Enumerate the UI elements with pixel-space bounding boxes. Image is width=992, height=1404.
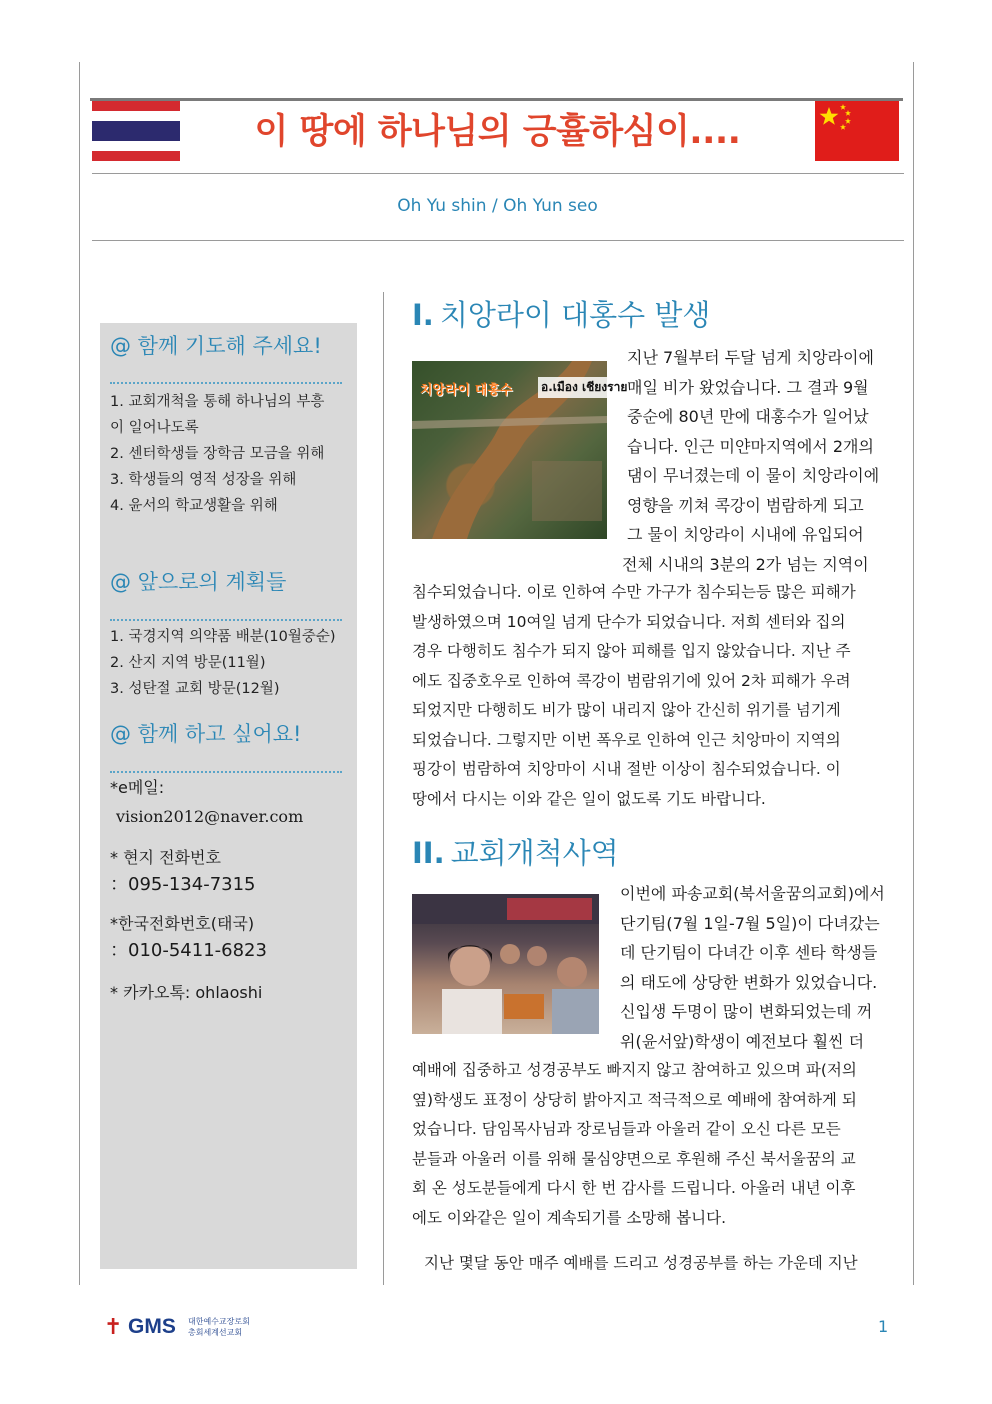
section-2-number: II.	[412, 836, 445, 870]
text-line: 전체 시내의 3분의 2가 넘는 지역이	[622, 554, 869, 574]
column-divider	[383, 292, 384, 1285]
plans-heading: @ 앞으로의 계획들	[110, 570, 287, 594]
text-line: 땅에서 다시는 이와 같은 일이 없도록 기도 바랍니다.	[412, 789, 766, 808]
text-line: 이번에 파송교회(북서울꿈의교회)에서	[620, 884, 885, 903]
email-link[interactable]: vision2012@naver.com	[116, 807, 304, 826]
students-photo-shapes	[412, 894, 599, 1034]
section-2-title	[412, 833, 619, 873]
section-2-last-line: 지난 몇달 동안 매주 예배를 드리고 성경공부를 하는 가운데 지난	[424, 1254, 858, 1272]
text-line: 단기팀(7월 1일-7월 5일)이 다녀갔는	[620, 913, 880, 933]
section-1-wrapped-text	[622, 343, 880, 579]
korea-phone-label: *한국전화번호(태국)	[110, 914, 255, 933]
text-line: 분들과 아울러 이를 위해 물심양면으로 후원해 주신 북서울꿈의 교	[412, 1149, 856, 1168]
text-line: 중순에 80년 만에 대홍수가 일어났	[627, 407, 869, 426]
gms-logo-text: GMS	[128, 1315, 176, 1338]
text-line: 경우 다행히도 침수가 되지 않아 피해를 입지 않았습니다. 지난 주	[412, 642, 851, 660]
text-line: 침수되었습니다. 이로 인하여 수만 가구가 침수되는등 많은 피해가	[412, 583, 856, 601]
text-line: 영향을 끼쳐 콕강이 범람하게 되고	[627, 495, 864, 515]
text-line: 습니다. 인근 미얀마지역에서 2개의	[627, 436, 874, 456]
students-group-photo	[412, 894, 599, 1034]
text-line: 매일 비가 왔었습니다. 그 결과 9월	[627, 377, 869, 397]
thailand-flag-icon	[92, 101, 180, 161]
prayer-item: 1. 교회개척을 통해 하나님의 부흥	[110, 394, 325, 410]
text-line: 의 태도에 상당한 변화가 있었습니다.	[620, 972, 878, 992]
section-1-full-text	[412, 578, 856, 814]
plan-item: 2. 산지 지역 방문(11월)	[110, 655, 266, 671]
right-page-border	[913, 62, 914, 1285]
prayer-list	[110, 389, 350, 519]
prayer-item: 4. 윤서의 학교생활을 위해	[110, 498, 278, 514]
text-line: 데 단기팀이 다녀간 이후 센타 학생들	[620, 943, 878, 962]
text-line: 에도 집중호우로 인하여 콕강이 범람위기에 있어 2차 피해가 우려	[412, 671, 851, 690]
text-line: 위(윤서앞)학생이 예전보다 훨씬 더	[620, 1031, 865, 1051]
china-flag-icon	[815, 101, 899, 161]
photo-caption-korean: 치앙라이 대홍수	[420, 383, 513, 398]
prayer-item: 3. 학생들의 영적 성장을 위해	[110, 472, 297, 488]
header-divider-bottom	[92, 240, 904, 241]
text-line: 신입생 두명이 많이 변화되었는데 꺼	[620, 1002, 873, 1021]
section-2-wrapped-text	[620, 879, 885, 1056]
section-1-number: I.	[412, 298, 434, 332]
gms-subtitle-line: 총회세계선교회	[188, 1328, 243, 1337]
page-number: 1	[878, 1317, 889, 1336]
prayer-heading: @ 함께 기도해 주세요!	[110, 334, 322, 358]
left-page-border	[79, 62, 80, 1285]
photo-caption-thai: อ.เมือง เชียงราย	[538, 377, 630, 398]
plan-item: 1. 국경지역 의약품 배분(10월중순)	[110, 629, 336, 645]
text-line: 지난 7월부터 두달 넘게 치앙라이에	[627, 348, 874, 367]
plans-list	[110, 624, 350, 702]
prayer-divider	[110, 382, 342, 384]
section-1-heading: 치앙라이 대홍수 발생	[439, 298, 711, 332]
plan-item: 3. 성탄절 교회 방문(12월)	[110, 681, 280, 697]
text-line: 그 물이 치앙라이 시내에 유입되어	[627, 525, 864, 544]
cross-icon: ✝	[104, 1315, 123, 1340]
text-line: 회 온 성도분들에게 다시 한 번 감사를 드립니다. 아울러 내년 이후	[412, 1179, 856, 1197]
email-label: *e메일:	[110, 778, 165, 797]
local-phone-label: * 현지 전화번호	[110, 848, 221, 867]
text-line: 되었습니다. 그렇지만 이번 폭우로 인하여 인근 치앙마이 지역의	[412, 730, 841, 749]
gms-logo	[104, 1313, 264, 1343]
plans-divider	[110, 619, 342, 621]
korea-phone-number: ：010-5411-6823	[110, 940, 267, 961]
kakao-id: * 카카오톡: ohlaoshi	[110, 983, 263, 1002]
text-line: 에도 이와같은 일이 계속되기를 소망해 봅니다.	[412, 1208, 727, 1227]
prayer-item: 2. 센터학생들 장학금 모금을 위해	[110, 446, 325, 462]
text-line: 예배에 집중하고 성경공부도 빠지지 않고 참여하고 있으며 파(저의	[412, 1061, 857, 1079]
contact-divider	[110, 771, 342, 773]
local-phone-number: ：095-134-7315	[110, 874, 256, 895]
gms-subtitle-line: 대한예수교장로회	[188, 1317, 250, 1326]
header-divider-top	[92, 173, 904, 174]
prayer-item: 이 일어나도록	[110, 420, 199, 436]
section-2-heading: 교회개척사역	[450, 836, 619, 870]
text-line: 발생하였으며 10여일 넘게 단수가 되었습니다. 저희 센터와 집의	[412, 612, 846, 631]
flood-aerial-photo	[412, 361, 628, 539]
text-line: 되었지만 다행히도 비가 많이 내리지 않아 간신히 위기를 넘기게	[412, 701, 841, 719]
author-names: Oh Yu shin / Oh Yun seo	[397, 196, 598, 216]
gms-logo-subtitle	[188, 1316, 250, 1338]
contact-heading: @ 함께 하고 싶어요!	[110, 722, 302, 746]
text-line: 댐이 무너졌는데 이 물이 치앙라이에	[627, 466, 880, 485]
header-top-bar	[90, 98, 903, 101]
section-2-full-text	[412, 1056, 857, 1233]
page-title: 이 땅에 하나님의 긍휼하심이....	[254, 112, 741, 152]
text-line: 옆)학생도 표정이 상당히 밝아지고 적극적으로 예배에 참여하게 되	[412, 1090, 857, 1109]
section-1-title	[412, 295, 710, 335]
text-line: 핑강이 범람하여 치앙마이 시내 절반 이상이 침수되었습니다. 이	[412, 760, 841, 778]
text-line: 었습니다. 담임목사님과 장로님들과 아울러 같이 오신 다른 모든	[412, 1120, 841, 1138]
